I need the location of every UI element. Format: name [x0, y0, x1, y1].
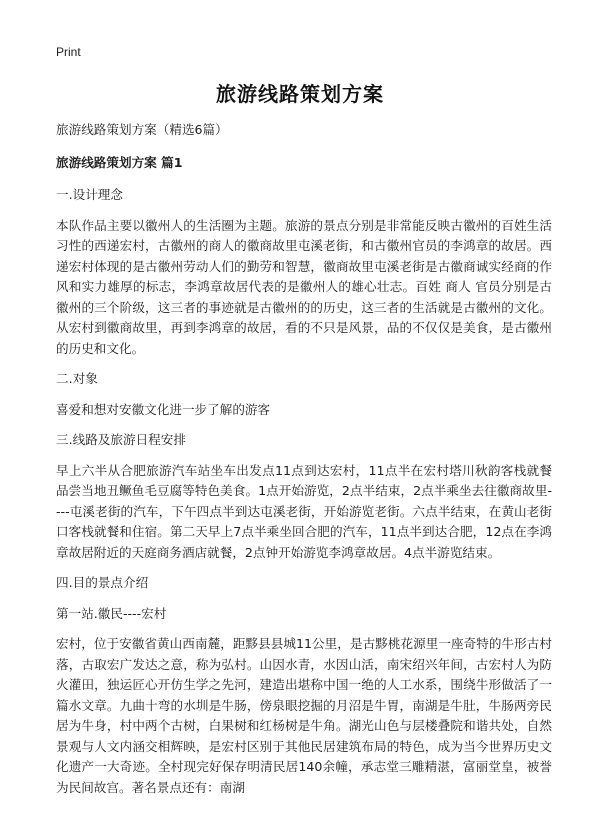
section-paragraph: 喜爱和想对安徽文化进一步了解的游客 — [56, 401, 271, 417]
section-heading: 三.线路及旅游日程安排 — [56, 432, 186, 447]
article-title: 旅游线路策划方案 篇1 — [56, 154, 183, 170]
section-paragraph: 本队作品主要以徽州人的生活圈为主题。旅游的景点分别是非常能反映古徽州的百姓生活习性的西递宏村，古徽州的商人的徽商故里屯溪老街，和古徽州官员的李鸿章的故居。西递宏村体现的是古徽州劳动人们的勤劳和智慧，徽商故里屯溪老街是古徽商诚实经商的作风和实力雄厚的标志，李鸿章故居代表的是徽州人的雄心壮志。百姓 商人 官员分别是古徽州的三个阶级，这三者的事迹就是古徽州的的历史，这三者的生活就是古徽州的文化。从宏村到徽商故里，再到李鸿章的故居，看的不只是风景，品的不仅仅是美食，是古徽州的历史和文化。 — [56, 217, 552, 356]
section-heading: 二.对象 — [56, 371, 98, 386]
section-heading: 四.目的景点介绍 — [56, 575, 149, 590]
section-paragraph: 早上六半从合肥旅游汽车站坐车出发点11点到达宏村，11点半在宏村塔川秋韵客栈就餐品尝当地丑鳜鱼毛豆腐等特色美食。1点开始游览，2点半结束，2点半乘坐去往徽商故里----屯溪老街的汽车，下午四点半到达屯溪老街，开始游览老街。六点半结束，在黄山老街口客栈就餐和住宿。第二天早上7点半乘坐回合肥的汽车，11点半到达合肥，12点在李鸿章故居附近的天庭商务酒店就餐，2点钟开始游览李鸿章故居。4点半游览结束。 — [56, 462, 552, 560]
document-subtitle: 旅游线路策划方案（精选6篇） — [56, 122, 228, 137]
section-heading: 一.设计理念 — [56, 187, 123, 202]
page-title: 旅游线路策划方案 — [216, 82, 384, 106]
section-subheading: 第一站.徽民----宏村 — [56, 605, 167, 621]
section-paragraph: 宏村，位于安徽省黄山西南麓，距黟县县城11公里，是古黟桃花源里一座奇特的牛形古村落，古取宏广发达之意，称为弘村。山因水青，水因山活，南宋绍兴年间，古宏村人为防火灌田，独运匠心开仿生学之先河，建造出堪称中国一绝的人工水系，围绕牛形做活了一篇水文章。九曲十弯的水圳是牛肠，傍泉眼挖掘的月沼是牛胃，南湖是牛肚，牛肠两旁民居为牛身，村中两个古树，白果树和红杨树是牛角。湖光山色与层楼叠院和谐共处，自然景观与人文内涵交相辉映，是宏村区别于其他民居建筑布局的特色，成为当今世界历史文化遗产一大奇迹。全村现完好保存明清民居140余幢，承志堂三雕精湛，富丽堂皇，被誉为民间故宫。著名景点还有：南湖 — [56, 636, 552, 795]
document-body — [56, 120, 552, 808]
print-link[interactable]: Print — [56, 45, 81, 59]
